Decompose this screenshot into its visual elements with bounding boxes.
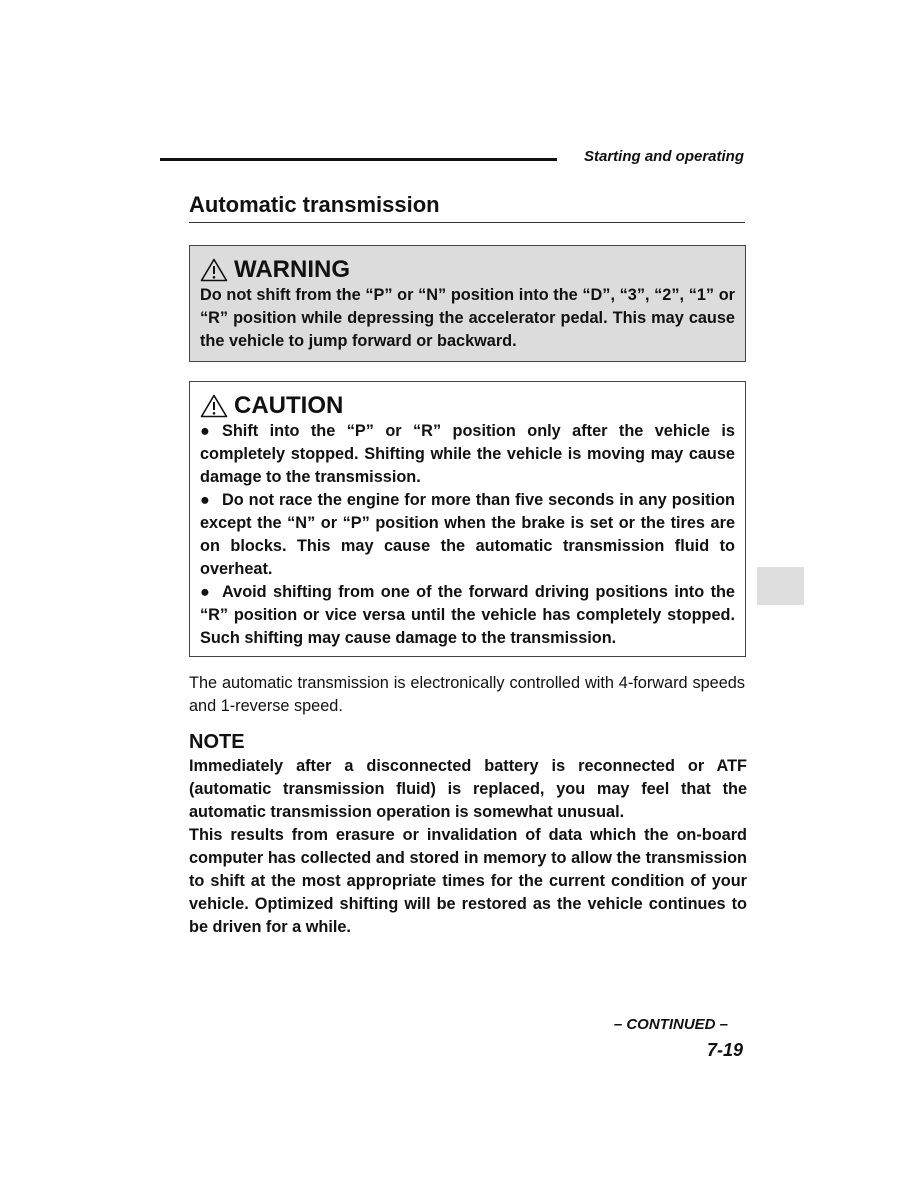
caution-box bbox=[189, 381, 746, 657]
caution-item-text: Avoid shifting from one of the forward driving positions into the “R” position or vice versa until the vehicle has completely stopped. Such shifting may cause damage to the transmission. bbox=[200, 583, 735, 647]
note-paragraph: Immediately after a disconnected battery is reconnected or ATF (automatic transmission fluid) is replaced, you may feel that the automatic transmission operation is somewhat unusual. bbox=[189, 757, 747, 821]
page-number: 7-19 bbox=[706, 1040, 743, 1060]
warning-heading-row bbox=[200, 256, 735, 284]
title-block bbox=[189, 192, 745, 223]
caution-item-text: Shift into the “P” or “R” position only after the vehicle is completely stopped. Shifting while the vehicle is moving may cause damage to the transmission. bbox=[200, 422, 735, 486]
warning-triangle-icon bbox=[200, 394, 228, 418]
intro-paragraph: The automatic transmission is electronically controlled with 4-forward speeds and 1-reverse speed. bbox=[189, 674, 745, 715]
bullet-icon: ● bbox=[200, 583, 210, 601]
caution-item-text: Do not race the engine for more than five seconds in any position except the “N” or “P” position when the brake is set or the tires are on blocks. This may cause the automatic transmission fluid to overheat. bbox=[200, 491, 735, 578]
chapter-side-tab bbox=[757, 567, 804, 605]
caution-item bbox=[200, 581, 735, 650]
page-title: Automatic transmission bbox=[189, 192, 440, 217]
bullet-icon: ● bbox=[200, 491, 210, 509]
note-paragraph: This results from erasure or invalidation of data which the on-board computer has collected and stored in memory to allow the transmission to shift at the most appropriate times for the current condition of your vehicle. Optimized shifting will be restored as the vehicle continues to be driven for a while. bbox=[189, 826, 747, 936]
warning-text: Do not shift from the “P” or “N” position into the “D”, “3”, “2”, “1” or “R” position while depressing the accelerator pedal. This may cause the vehicle to jump forward or backward. bbox=[200, 286, 735, 350]
bullet-icon: ● bbox=[200, 422, 210, 440]
warning-triangle-icon bbox=[200, 258, 228, 282]
caution-heading-row bbox=[200, 392, 735, 420]
caution-item bbox=[200, 420, 735, 489]
continued-label: – CONTINUED – bbox=[613, 1016, 728, 1033]
warning-box bbox=[189, 245, 746, 362]
warning-heading: WARNING bbox=[234, 256, 350, 283]
note-block bbox=[189, 729, 747, 939]
caution-item bbox=[200, 489, 735, 581]
header-rule bbox=[160, 158, 557, 161]
note-heading: NOTE bbox=[189, 731, 245, 753]
section-label: Starting and operating bbox=[583, 148, 744, 165]
caution-heading: CAUTION bbox=[234, 392, 344, 419]
